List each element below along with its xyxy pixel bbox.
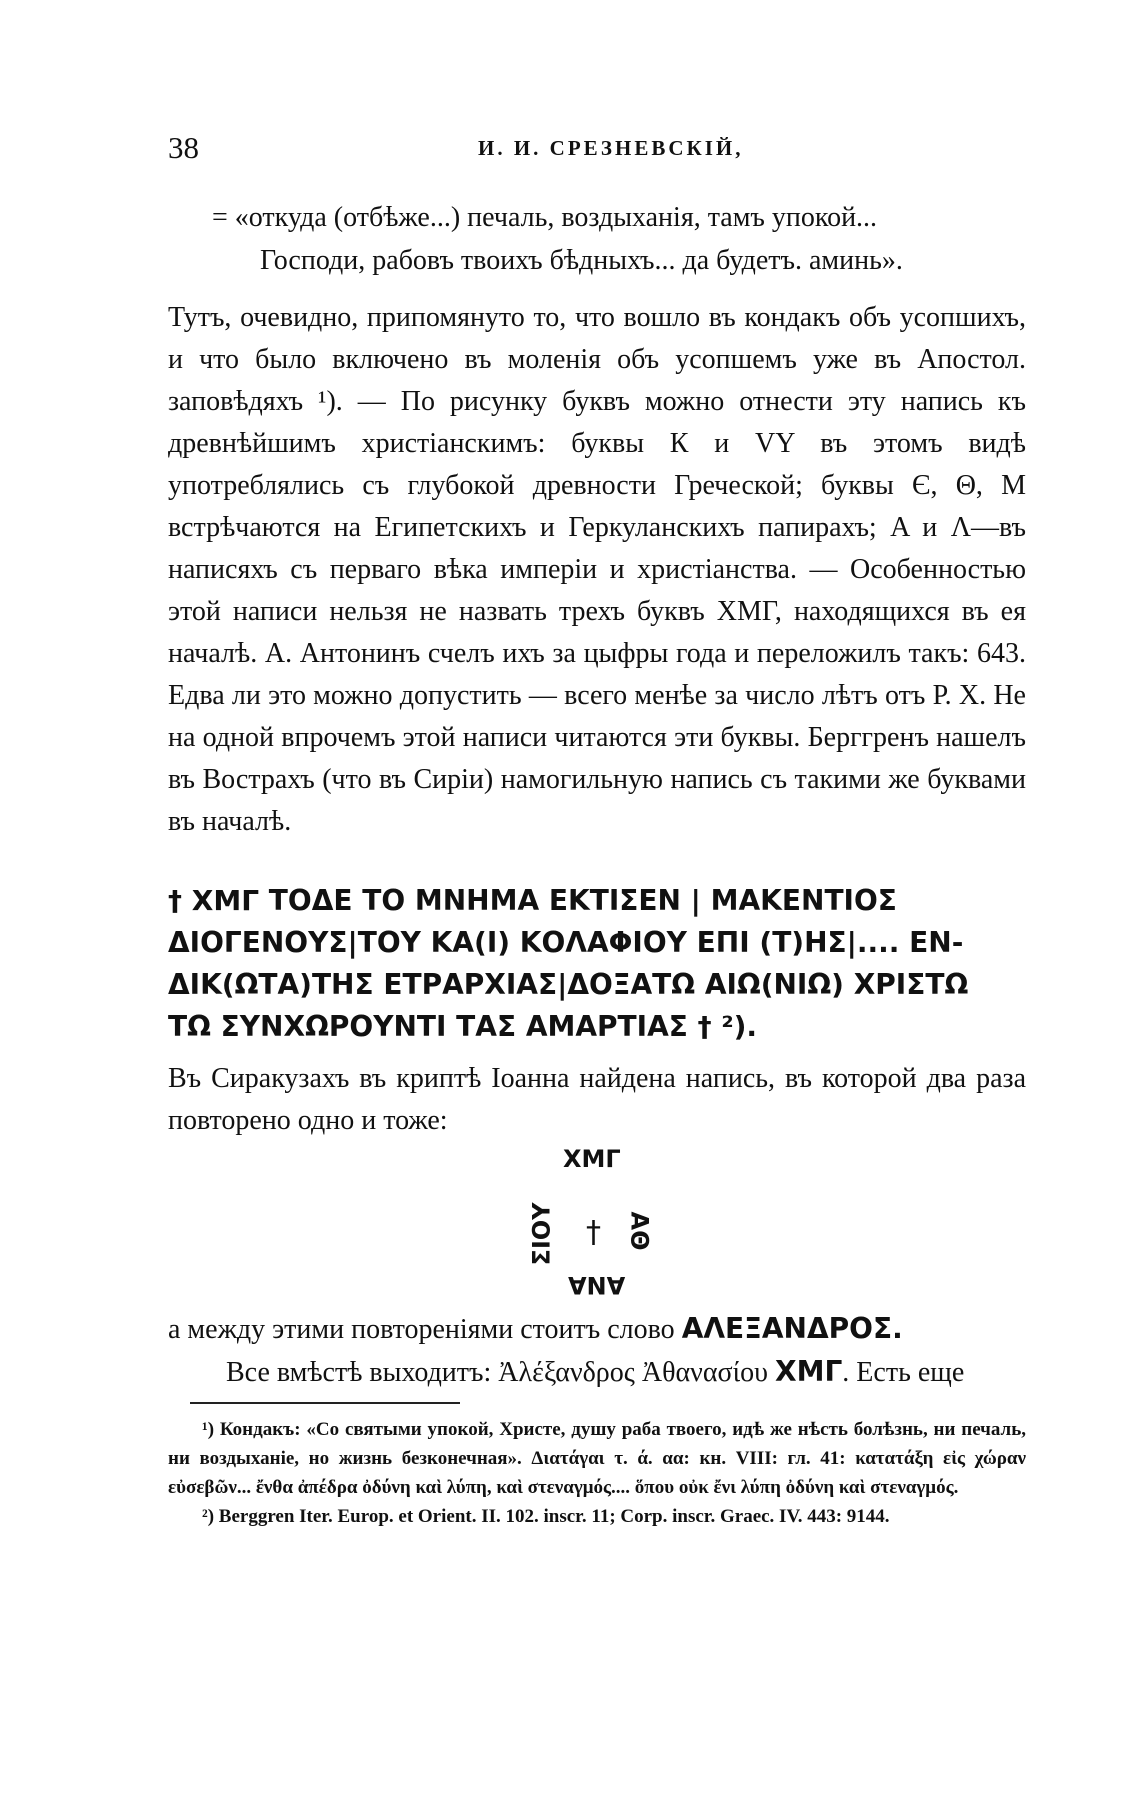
alexandros-line-2 bbox=[168, 1351, 1026, 1394]
monogram-bottom: ΑΝΑ bbox=[568, 1271, 626, 1299]
inscription-line-1: † ХМГ ΤΟΔΕ ΤΟ ΜΝΗΜΑ ΕΚΤΙΣΕΝ | ΜΑΚΕΝΤΙΟΣ bbox=[168, 884, 897, 917]
combined-end: . Есть еще bbox=[842, 1357, 965, 1388]
page-number: 38 bbox=[168, 130, 199, 165]
alexandros-paragraph bbox=[168, 1308, 1026, 1394]
inscription-line-3: ΔΙΚ(ΩΤΑ)ΤΗΣ ΕΤΡΑΡΧΙΑΣ|ΔΟΞΑΤΩ ΑΙΩ(ΝΙΩ) ΧΡΙΣΤΩ bbox=[168, 968, 969, 1001]
quote-line-1: = «откуда (отбѣже...) печаль, воздыханія, тамъ упокой... bbox=[212, 202, 878, 233]
greek-inscription bbox=[168, 880, 1030, 1048]
alexandros-word: ΑΛΕΞΑΝΔΡΟΣ. bbox=[681, 1312, 903, 1345]
running-head: И. И. СРЕЗНЕВСКІЙ, bbox=[478, 136, 744, 160]
inscription-line-4: ΤΩ ΣΥΝΧΩΡΟΥΝΤΙ ΤΑΣ ΑΜΑΡΤΙΑΣ † ²). bbox=[168, 1010, 758, 1043]
alexandros-line-1 bbox=[168, 1308, 1026, 1351]
monogram-top: ΧΜΓ bbox=[563, 1145, 621, 1173]
footnotes bbox=[168, 1415, 1026, 1531]
monogram-left: ΣΙΟΥ bbox=[527, 1202, 556, 1266]
cross-monogram bbox=[520, 1145, 680, 1315]
quote-line-2: Господи, рабовъ твоихъ бѣдныхъ... да будетъ. аминь». bbox=[260, 245, 903, 276]
inscription-line-2: ΔΙΟΓΕΝΟΥΣ|ΤΟΥ ΚΑ(Ι) ΚΟΛΑΦΙΟΥ ΕΠΙ (Τ)ΗΣ|.... ΕΝ- bbox=[168, 926, 964, 959]
cross-icon: † bbox=[586, 1215, 601, 1250]
combined-text: Все вмѣстѣ выходитъ: Ἀλέξανδρος Ἀθανασίου bbox=[226, 1357, 775, 1388]
alexandros-text: а между этими повтореніями стоитъ слово bbox=[168, 1314, 682, 1345]
page-header bbox=[168, 130, 1028, 170]
quotation-block bbox=[212, 196, 1032, 282]
monogram-right: ΑΘ bbox=[625, 1211, 654, 1251]
syracuse-paragraph: Въ Сиракузахъ въ криптѣ Іоанна найдена напись, въ которой два раза повторено одно и тоже: bbox=[168, 1063, 1026, 1136]
footnote-1: ¹) Кондакъ: «Со святыми упокой, Христе, душу раба твоего, идѣ же нѣсть болѣзнь, ни печаль, ни воздыханіе, но жизнь безконечная». Διατάγαι τ. ά. αα: кн. VIII: гл. 41: κατατάξη εἰς χώραν εὐσεβῶν... ἔνθα ἀπέδρα ὀδύνη καὶ λύπη, καὶ στεναγμός.... ὅπου οὐκ ἔνι λύπη ὀδύνη καὶ στεναγμός. bbox=[168, 1419, 1026, 1498]
footnote-2: ²) Berggren Iter. Europ. et Orient. II. 102. inscr. 11; Corp. inscr. Graec. IV. 443: 9144. bbox=[202, 1506, 890, 1527]
xmg-word: ΧΜΓ bbox=[775, 1355, 843, 1388]
body-paragraph: Тутъ, очевидно, припомянуто то, что вошло въ кондакъ объ усопшихъ, и что было включено въ моленія объ усопшемъ уже въ Апостол. заповѣдяхъ ¹). — По рисунку буквъ можно отнести эту напись къ древнѣйшимъ христіанскимъ: буквы К и VY въ этомъ видѣ употреблялись съ глубокой древности Греческой; буквы Є, Θ, M встрѣчаются на Египетскихъ и Геркуланскихъ папирахъ; A и Λ—въ написяхъ съ перваго вѣка имперіи и христіанства. — Особенностью этой написи нельзя не назвать трехъ буквъ ХМГ, находящихся въ ея началѣ. А. Антонинъ счелъ ихъ за цыфры года и переложилъ такъ: 643. Едва ли это можно допустить — всего менѣе за число лѣтъ отъ Р. Х. Не на одной впрочемъ этой написи читаются эти буквы. Берггренъ нашелъ въ Вострахъ (что въ Сиріи) намогильную напись съ такими же буквами въ началѣ. bbox=[168, 302, 1026, 837]
footnote-divider bbox=[190, 1402, 460, 1404]
